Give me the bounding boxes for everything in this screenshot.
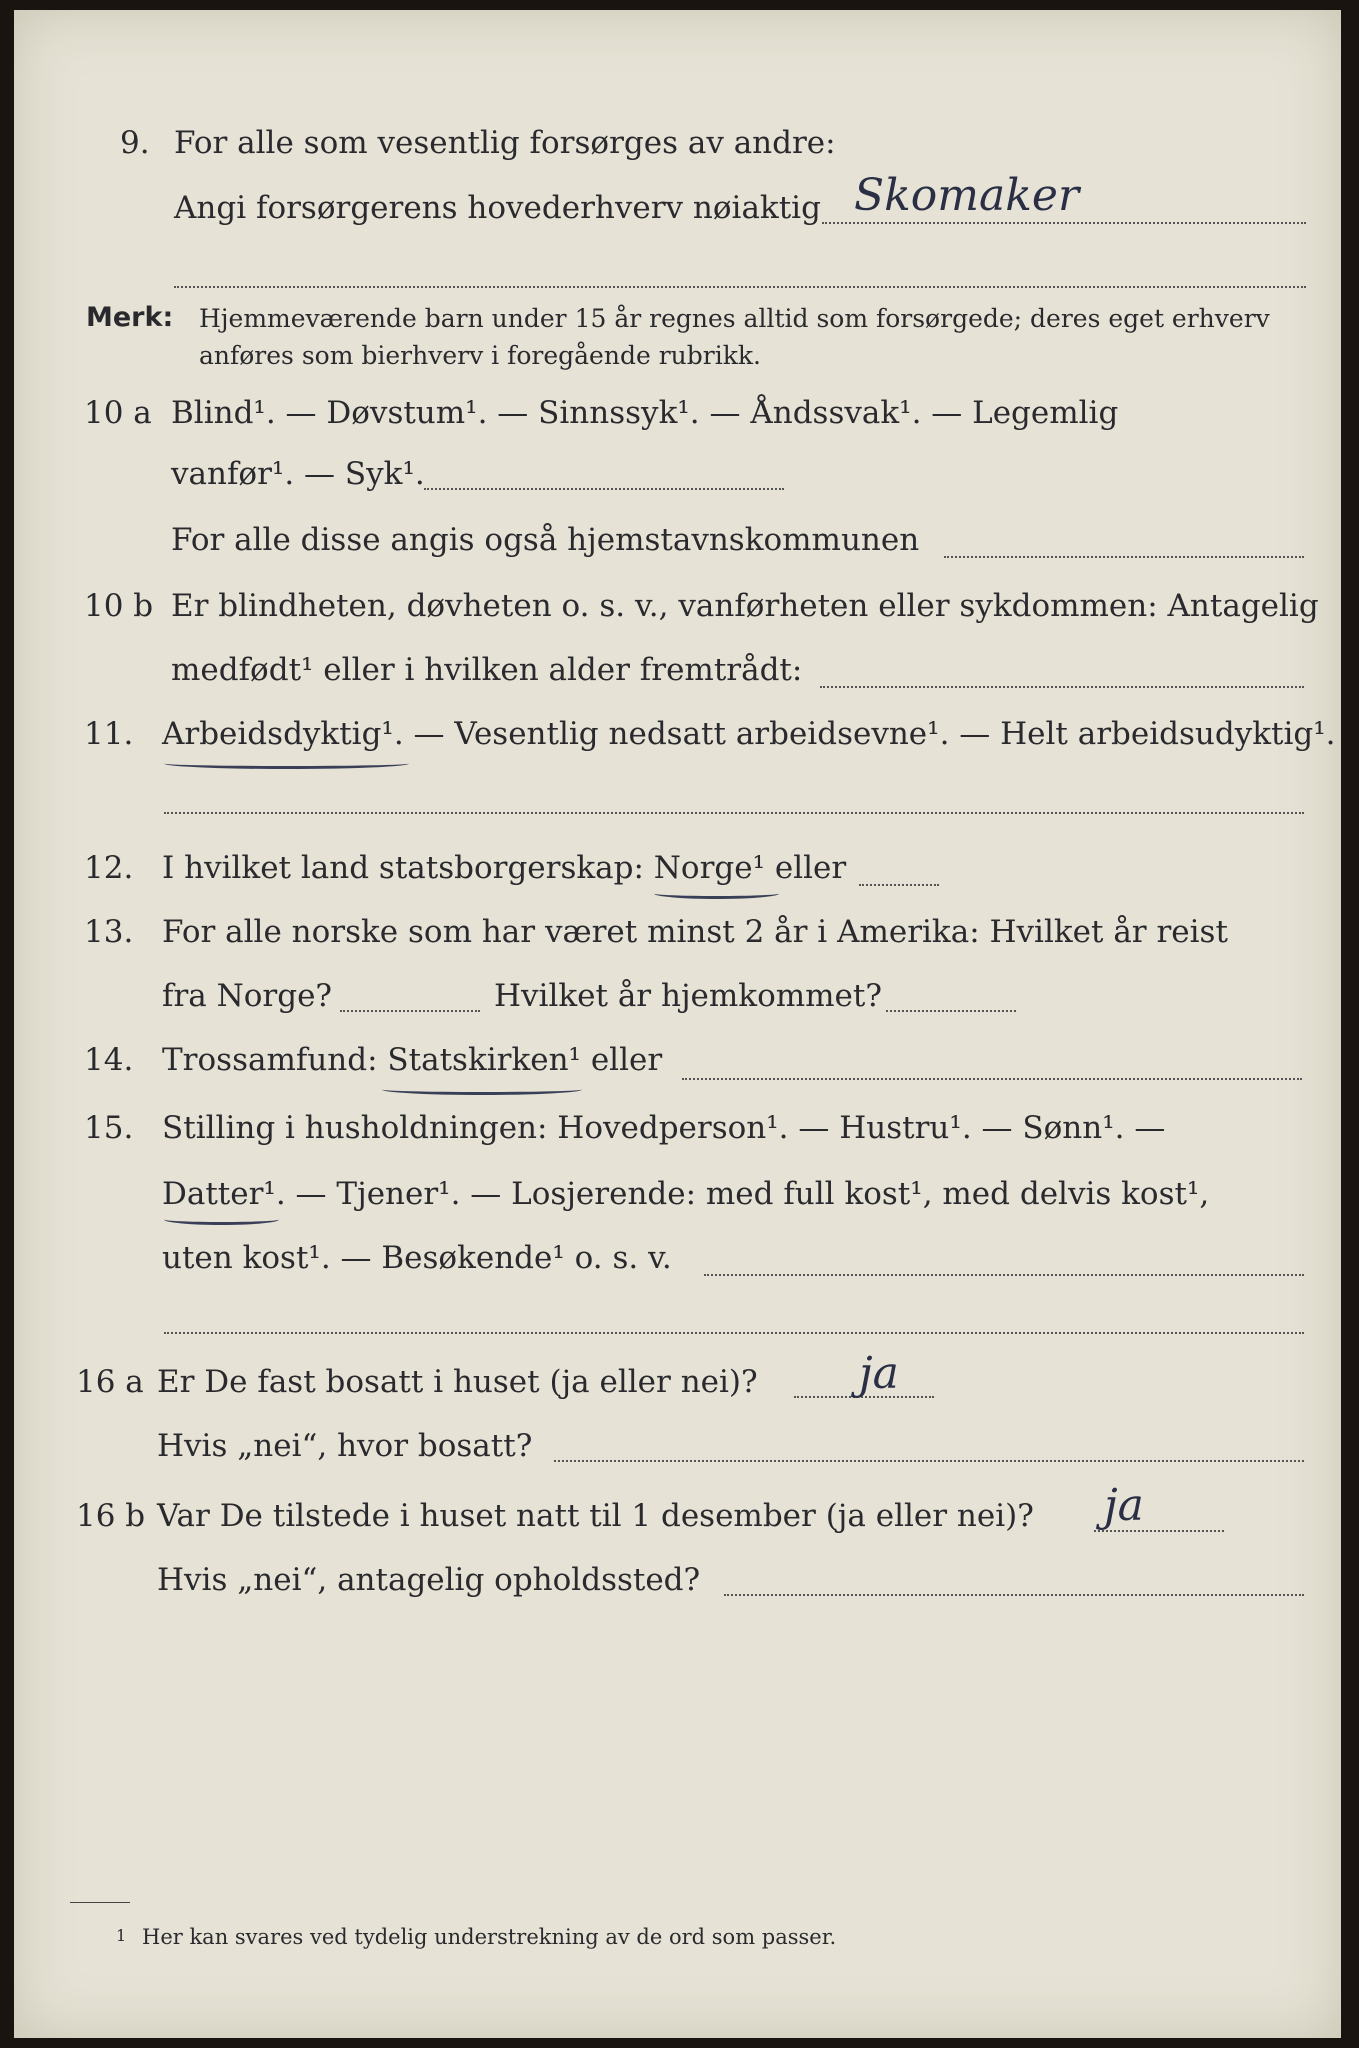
q9-line2: Angi forsørgerens hovederhverv nøiaktig [174, 190, 821, 226]
q10a-line3: For alle disse angis også hjemstavnskommunen [171, 522, 920, 558]
q10a-syk-line [424, 488, 784, 490]
q13-number: 13. [84, 914, 134, 950]
q11-line1: Arbeidsdyktig¹. — Vesentlig nedsatt arbeidsevne¹. — Helt arbeidsudyktig¹. [162, 716, 1336, 752]
q10a-line2: vanfør¹. — Syk¹. [171, 456, 425, 492]
q13-line2a: fra Norge? [162, 978, 333, 1014]
q16b-opholdssted-line [724, 1594, 1304, 1596]
q16a-line2: Hvis „nei“, hvor bosatt? [157, 1428, 533, 1464]
q14-number: 14. [84, 1042, 134, 1078]
footnote-text: Her kan svares ved tydelig understrekning av de ord som passer. [142, 1925, 837, 1949]
q10b-line1: Er blindheten, døvheten o. s. v., vanførheten eller sykdommen: Antagelig [171, 588, 1319, 624]
q10a-number: 10 a [84, 395, 152, 431]
q10a-line1: Blind¹. — Døvstum¹. — Sinnssyk¹. — Åndssvak¹. — Legemlig [171, 395, 1119, 431]
q13-hjemkommet-line [886, 1010, 1016, 1012]
q12-land-line [859, 884, 939, 886]
q15-line3: uten kost¹. — Besøkende¹ o. s. v. [162, 1240, 672, 1276]
q14-line1: Trossamfund: Statskirken¹ eller [162, 1042, 663, 1078]
merk-line1: Hjemmeværende barn under 15 år regnes alltid som forsørgede; deres eget erhverv [199, 304, 1270, 333]
q14-underline-statskirken [382, 1084, 582, 1095]
q12-underline-norge [654, 888, 779, 899]
census-form-page [14, 10, 1341, 2038]
q10b-alder-line [820, 686, 1304, 688]
q16b-number: 16 b [76, 1498, 146, 1534]
q10b-line2: medfødt¹ eller i hvilken alder fremtrådt: [171, 652, 803, 688]
merk-label: Merk: [86, 302, 174, 333]
q9-extra-line [174, 286, 1306, 288]
q15-besokende-line [704, 1274, 1304, 1276]
q11-number: 11. [84, 716, 134, 752]
q16a-bosatt-line [554, 1460, 1304, 1462]
q13-reist-line [340, 1010, 480, 1012]
q16b-line1: Var De tilstede i huset natt til 1 desember (ja eller nei)? [157, 1498, 1034, 1534]
q11-underline-arbeidsdyktig [164, 758, 409, 769]
q10a-kommune-line [944, 556, 1304, 558]
q9-answer-line [822, 222, 1306, 224]
q10b-number: 10 b [84, 588, 154, 624]
q15-extra-line [164, 1332, 1304, 1334]
q16a-number: 16 a [76, 1364, 144, 1400]
footnote-rule [70, 1902, 130, 1903]
q13-line2b: Hvilket år hjemkommet? [494, 978, 882, 1014]
q12-line1: I hvilket land statsborgerskap: Norge¹ eller [162, 850, 847, 886]
q9-line1: For alle som vesentlig forsørges av andre: [174, 125, 836, 161]
q16b-handwritten-answer: ja [1104, 1480, 1144, 1531]
q16b-answer-line [1094, 1530, 1224, 1532]
q9-number: 9. [120, 125, 150, 161]
q15-underline-datter [164, 1214, 279, 1225]
merk-line2: anføres som bierhverv i foregående rubrikk. [199, 341, 761, 370]
q11-extra-line [164, 812, 1304, 814]
q9-handwritten-answer: Skomaker [854, 170, 1079, 221]
q15-line1: Stilling i husholdningen: Hovedperson¹. — Hustru¹. — Sønn¹. — [162, 1110, 1166, 1146]
footnote-mark: 1 [116, 1926, 127, 1945]
q14-trossamfund-line [682, 1078, 1302, 1080]
q15-number: 15. [84, 1110, 134, 1146]
q15-line2: Datter¹. — Tjener¹. — Losjerende: med full kost¹, med delvis kost¹, [162, 1176, 1210, 1212]
q16a-handwritten-answer: ja [859, 1348, 899, 1399]
q16a-line1: Er De fast bosatt i huset (ja eller nei)? [157, 1364, 758, 1400]
q13-line1: For alle norske som har været minst 2 år i Amerika: Hvilket år reist [162, 914, 1228, 950]
q16b-line2: Hvis „nei“, antagelig opholdssted? [157, 1562, 701, 1598]
q12-number: 12. [84, 850, 134, 886]
